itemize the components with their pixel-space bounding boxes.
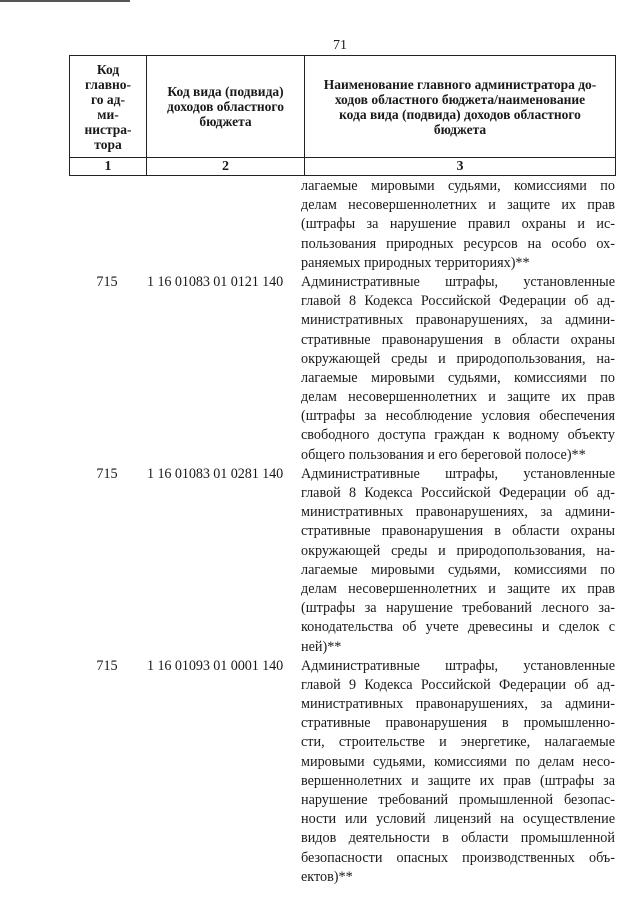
income-code: 1 16 01083 01 0121 140 [147,273,284,290]
text-line: стративные правонарушения в промышленно- [301,715,615,732]
text-line: конодательства об учете древесины и сделок с [301,619,615,636]
text-line: сти, строительстве и энергетике, налагаемые [301,734,615,751]
text-line: видов деятельности в области промышленной [301,830,615,847]
text-line: (штрафы за несоблюдение условия обеспечения [301,408,615,425]
table-body [69,177,616,887]
text-line: (штрафы за нарушение требований лесного за- [301,600,615,617]
text-line: пользования природных ресурсов на особо ох- [301,235,615,252]
admin-code: 715 [96,657,118,674]
text-line: безопасности опасных производственных объ- [301,849,615,866]
header-income-code: Код вида (подвида) доходов областного бюджета [147,56,305,158]
income-code: 1 16 01083 01 0281 140 [147,465,284,482]
income-code: 1 16 01093 01 0001 140 [147,657,284,674]
table-header [69,55,616,176]
text-line: ности или условий лицензий на осуществление [301,811,615,828]
text-line: лагаемые мировыми судьями, комиссиями по [301,561,615,578]
table-row [69,273,616,465]
text-line: нарушение требований промышленной безопас- [301,792,615,808]
text-line: министративных правонарушениях, за админи- [301,504,615,521]
text-line: стративные правонарушения в области охраны [301,523,615,540]
column-number-2: 2 [147,158,305,176]
text-line: Административные штрафы, установленные [301,465,615,482]
text-line: (штрафы за нарушение правил охраны и ис- [301,216,615,233]
text-line: делам несовершеннолетних и защите их прав [301,197,615,214]
header-name: Наименование главного администратора до- ходов областного бюджета/наименование кода вида (подвида) доходов областного бюджета [305,56,616,158]
text-line: общего пользования и его береговой полосе)** [301,446,586,463]
column-number-3: 3 [305,158,616,176]
text-line: делам несовершеннолетних и защите их прав [301,389,615,406]
text-line: окружающей среды и природопользования, на- [301,542,615,559]
table-row [69,465,616,657]
text-line: свободного доступа граждан к водному объекту [301,427,615,444]
text-line: главой 8 Кодекса Российской Федерации об ад- [301,293,615,310]
table-row [69,657,616,887]
text-line: главой 8 Кодекса Российской Федерации об ад- [301,485,615,501]
text-line: окружающей среды и природопользования, на- [301,350,615,367]
admin-code: 715 [96,465,118,482]
text-line: делам несовершеннолетних и защите их прав [301,580,615,597]
text-line: лагаемые мировыми судьями, комиссиями по [301,369,615,386]
text-line: ектов)** [301,868,353,885]
text-line: министративных правонарушениях, за админи- [301,312,615,329]
page-number: 71 [333,38,347,53]
text-line: Административные штрафы, установленные [301,657,615,674]
text-line: мировыми судьями, комиссиями по делам несо- [301,753,615,770]
text-line: ней)** [301,638,342,655]
admin-code: 715 [96,273,118,290]
text-line: лагаемые мировыми судьями, комиссиями по [301,178,615,194]
column-number-1: 1 [70,158,147,176]
text-line: министративных правонарушениях, за админи- [301,696,615,713]
scan-edge-line [0,0,130,2]
text-line: раняемых природных территориях)** [301,254,530,271]
text-line: Административные штрафы, установленные [301,273,615,290]
header-admin-code: Код главно- го ад- ми- нистра- тора [70,56,147,158]
text-line: стративные правонарушения в области охраны [301,331,615,348]
text-line: вершеннолетних и защите их прав (штрафы за [301,772,615,789]
continuation-text [69,177,616,273]
text-line: главой 9 Кодекса Российской Федерации об ад- [301,676,615,693]
